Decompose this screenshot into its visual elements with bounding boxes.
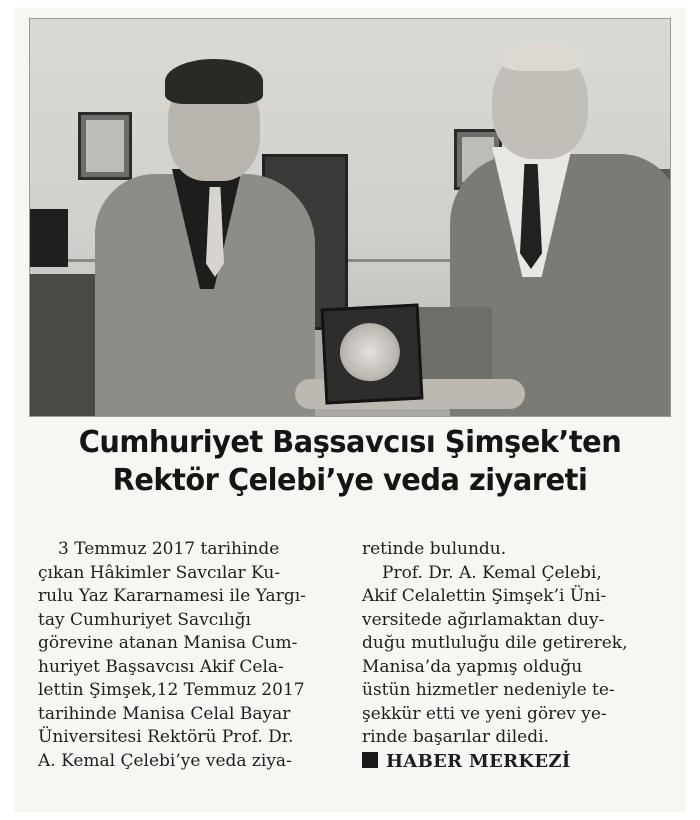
article-line: 3 Temmuz 2017 tarihinde <box>58 539 280 559</box>
headline-line-2: Rektör Çelebi’ye veda ziyareti <box>112 463 588 498</box>
article-line: Manisa’da yapmış olduğu <box>362 656 583 677</box>
news-photo <box>29 18 671 417</box>
headline-line-1: Cumhuriyet Başsavcısı Şimşek’ten <box>78 425 622 460</box>
headline <box>35 424 665 500</box>
article-line: versitede ağırlamaktan duy- <box>362 609 605 630</box>
person-left-hair <box>165 59 263 104</box>
article-line: çıkan Hâkimler Savcılar Ku- <box>38 562 281 583</box>
article-line: Prof. Dr. A. Kemal Çelebi, <box>382 562 602 583</box>
article-line: duğu mutluluğu dile getirerek, <box>362 633 628 653</box>
article-line: tay Cumhuriyet Savcılığı <box>38 609 251 630</box>
byline <box>362 750 662 774</box>
commemorative-plaque <box>321 304 424 405</box>
article-line: görevine atanan Manisa Cum- <box>38 633 298 653</box>
article-line: A. Kemal Çelebi’ye veda ziya- <box>38 750 292 771</box>
desk-monitor <box>30 209 68 267</box>
article-line: Üniversitesi Rektörü Prof. Dr. <box>38 727 294 747</box>
article-line: rulu Yaz Kararnamesi ile Yargı- <box>38 586 306 606</box>
byline-text: HABER MERKEZİ <box>386 750 571 772</box>
article-line: tarihinde Manisa Celal Bayar <box>38 703 291 724</box>
article-line: şekkür etti ve yeni görev ye- <box>362 703 607 724</box>
article-column-left <box>38 538 338 773</box>
gift-box <box>412 307 492 387</box>
wall-portrait-left <box>78 112 132 180</box>
article-line: üstün hizmetler nedeniyle te- <box>362 680 615 700</box>
article-line: retinde bulundu. <box>362 539 507 559</box>
article-line: lettin Şimşek,12 Temmuz 2017 <box>38 680 305 700</box>
article-line: Akif Celalettin Şimşek’i Üni- <box>362 586 607 606</box>
person-right-hair <box>500 41 584 71</box>
article-line: rinde başarılar diledi. <box>362 727 549 747</box>
byline-square-icon <box>362 752 378 768</box>
article-column-right <box>362 538 662 773</box>
article-line: huriyet Başsavcısı Akif Cela- <box>38 656 284 677</box>
